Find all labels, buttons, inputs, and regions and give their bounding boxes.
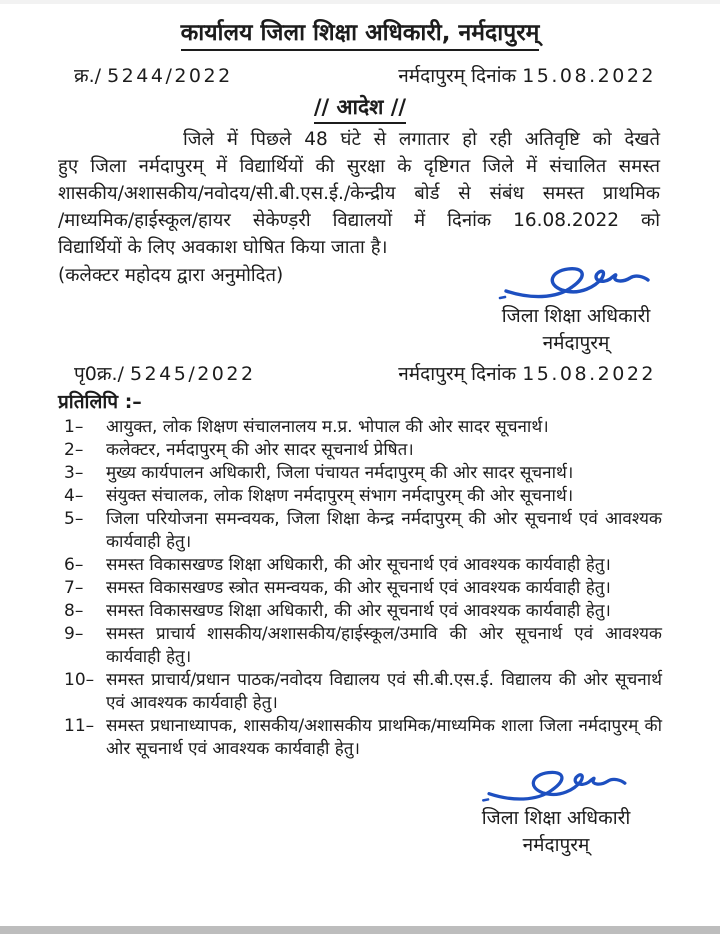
list-item-text: आयुक्त, लोक शिक्षण संचालनालय म.प्र. भोपाल की ओर सादर सूचनार्थ। <box>106 417 549 437</box>
list-item-number: 5– <box>64 509 84 529</box>
copies-heading: प्रतिलिपि :– <box>58 391 142 413</box>
list-item <box>64 715 662 761</box>
list-item <box>64 600 662 623</box>
list-item-number: 10– <box>64 670 95 690</box>
endorsement-place-label: नर्मदापुरम् दिनांक <box>398 363 517 385</box>
list-item-text: कलेक्टर, नर्मदापुरम् की ओर सादर सूचनार्थ प्रेषित। <box>106 440 414 460</box>
endorsement-date-value: 15.08.2022 <box>522 363 656 385</box>
order-heading-text: // आदेश // <box>314 93 406 124</box>
signatory-place: नर्मदापुरम् <box>542 332 610 354</box>
signature-handwritten <box>496 261 656 307</box>
signature-handwritten <box>476 765 636 809</box>
body-line: हुए जिला नर्मदापुरम् में विद्यार्थियों की सुरक्षा के दृष्टिगत जिले में संचालित समस्त <box>58 156 660 177</box>
order-heading <box>0 93 720 124</box>
signatory-block-bottom <box>476 765 636 858</box>
list-item-text: समस्त प्राचार्य/प्रधान पाठक/नवोदय विद्यालय एवं सी.बी.एस.ई. विद्यालय की ओर सूचनार्थ एवं आवश्यक कार्यवाही हेतु। <box>106 670 662 713</box>
place-date-label: नर्मदापुरम् दिनांक <box>398 65 517 87</box>
list-item-text: मुख्य कार्यपालन अधिकारी, जिला पंचायत नर्मदापुरम् की ओर सादर सूचनार्थ। <box>106 463 574 483</box>
signatory-block <box>496 261 656 356</box>
list-item <box>64 554 662 577</box>
approval-note: (कलेक्टर महोदय द्वारा अनुमोदित) <box>58 265 284 286</box>
list-item-text: समस्त प्राचार्य शासकीय/अशासकीय/हाईस्कूल/उमावि की ओर सूचनार्थ एवं आवश्यक कार्यवाही हेतु। <box>106 624 662 667</box>
endorsement-label: पृ0क्र./ <box>74 363 124 385</box>
list-item-number: 4– <box>64 486 84 506</box>
list-item-number: 2– <box>64 440 84 460</box>
reference-number <box>74 63 233 89</box>
list-item-number: 3– <box>64 463 84 483</box>
list-item <box>64 485 662 508</box>
list-item-number: 11– <box>64 716 95 736</box>
endorsement-place-date <box>398 361 656 387</box>
list-item <box>64 577 662 600</box>
list-item-number: 6– <box>64 555 84 575</box>
date-value: 15.08.2022 <box>522 65 656 87</box>
endorsement-line <box>0 361 720 387</box>
window-top-edge <box>0 0 720 4</box>
reference-number-value: 5244/2022 <box>107 65 233 87</box>
place-date <box>398 63 656 89</box>
list-item-number: 8– <box>64 601 84 621</box>
list-item-number: 1– <box>64 417 84 437</box>
list-item-text: समस्त विकासखण्ड शिक्षा अधिकारी, की ओर सूचनार्थ एवं आवश्यक कार्यवाही हेतु। <box>106 601 611 621</box>
endorsement-number-value: 5245/2022 <box>129 363 256 385</box>
body-line: शासकीय/अशासकीय/नवोदय/सी.बी.एस.ई./केन्द्रीय बोर्ड से संबंध समस्त प्राथमिक <box>58 183 660 204</box>
office-title-text: कार्यालय जिला शिक्षा अधिकारी, नर्मदापुरम् <box>181 18 540 51</box>
signatory-designation: जिला शिक्षा अधिकारी <box>501 305 651 327</box>
endorsement-number <box>74 361 256 387</box>
reference-line <box>0 63 720 89</box>
body-line: जिले में पिछले 48 घंटे से लगातार हो रही अतिवृष्टि को देखते <box>183 129 660 150</box>
reference-label: क्र./ <box>74 65 102 87</box>
page-title <box>0 0 720 51</box>
signatory-place: नर्मदापुरम् <box>522 834 590 856</box>
final-signature-row <box>0 765 636 858</box>
list-item <box>64 623 662 669</box>
list-item <box>64 439 662 462</box>
order-body <box>58 126 660 261</box>
list-item-number: 9– <box>64 624 84 644</box>
approval-signature-row <box>58 261 656 361</box>
list-item-text: संयुक्त संचालक, लोक शिक्षण नर्मदापुरम् संभाग नर्मदापुरम् की ओर सूचनार्थ। <box>106 486 574 506</box>
list-item-text: समस्त विकासखण्ड शिक्षा अधिकारी, की ओर सूचनार्थ एवं आवश्यक कार्यवाही हेतु। <box>106 555 611 575</box>
list-item-number: 7– <box>64 578 84 598</box>
copies-list <box>64 416 662 761</box>
list-item <box>64 669 662 715</box>
window-bottom-bar <box>0 926 720 934</box>
list-item <box>64 462 662 485</box>
body-line: विद्यार्थियों के लिए अवकाश घोषित किया जाता है। <box>58 237 388 258</box>
list-item-text: समस्त प्रधानाध्यापक, शासकीय/अशासकीय प्राथमिक/माध्यमिक शाला जिला नर्मदापुरम् की ओर सूचनार्थ एवं आवश्यक कार्यवाही हेतु। <box>106 716 662 759</box>
body-line: /माध्यमिक/हाईस्कूल/हायर सेकेण्ड़री विद्यालयों में दिनांक 16.08.2022 को <box>58 210 660 231</box>
list-item <box>64 416 662 439</box>
list-item-text: समस्त विकासखण्ड स्त्रोत समन्वयक, की ओर सूचनार्थ एवं आवश्यक कार्यवाही हेतु। <box>106 578 611 598</box>
list-item-text: जिला परियोजना समन्वयक, जिला शिक्षा केन्द्र नर्मदापुरम् की ओर सूचनार्थ एवं आवश्यक कार्यवाही हेतु। <box>106 509 662 552</box>
list-item <box>64 508 662 554</box>
signatory-designation: जिला शिक्षा अधिकारी <box>481 807 631 829</box>
